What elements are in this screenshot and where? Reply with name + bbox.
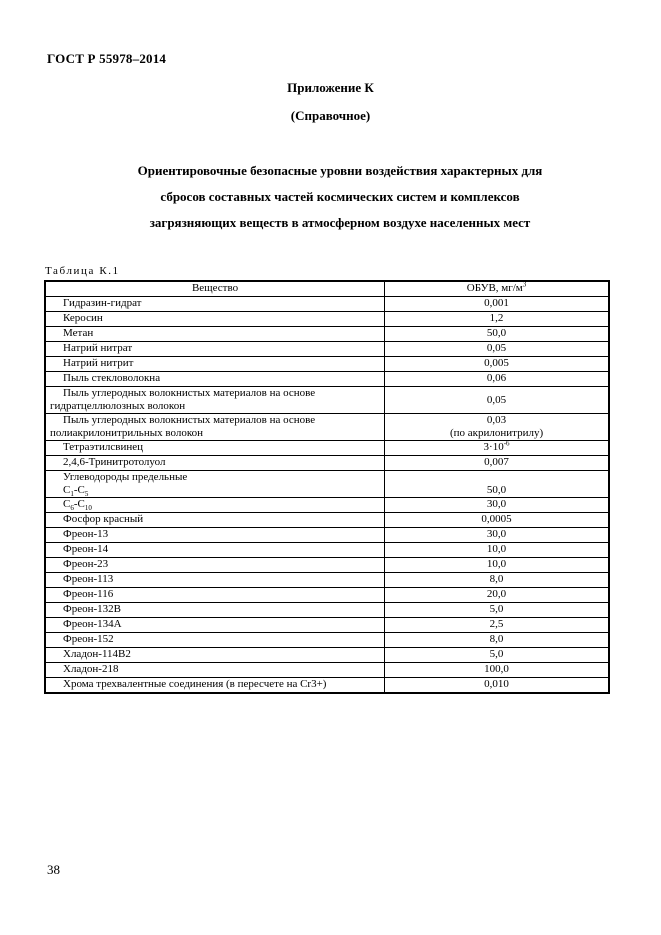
substance-name: Хладон-114В2 xyxy=(63,648,131,660)
substances-table xyxy=(44,280,610,694)
substance-cell xyxy=(45,663,385,678)
value-cell: 2,5 xyxy=(385,618,609,633)
substance-name: Фреон-132В xyxy=(63,603,121,615)
substance-name: Фосфор красный xyxy=(63,513,144,525)
substance-cell xyxy=(45,441,385,456)
substance-name-line: Пыль углеродных волокнистых материалов на основе xyxy=(63,387,316,399)
table-row xyxy=(45,588,609,603)
substance-name: Фреон-14 xyxy=(63,543,109,555)
value-cell: 8,0 xyxy=(385,573,609,588)
table-row xyxy=(45,663,609,678)
value-cell: 0,005 xyxy=(385,357,609,372)
substance-name: Фреон-116 xyxy=(63,588,114,600)
value-note: (по акрилонитрилу) xyxy=(449,427,544,439)
value-cell: 30,0 xyxy=(385,498,609,513)
value-cell: 20,0 xyxy=(385,588,609,603)
table-row xyxy=(45,603,609,618)
heading-line: Ориентировочные безопасные уровни воздействия характерных для xyxy=(137,163,543,178)
substance-cell xyxy=(45,297,385,312)
table-row xyxy=(45,456,609,471)
substance-cell xyxy=(45,357,385,372)
value-cell: 50,0 xyxy=(385,327,609,342)
table-row xyxy=(45,678,609,694)
table-row xyxy=(45,573,609,588)
value-cell xyxy=(385,414,609,441)
substance-cell xyxy=(45,678,385,694)
value-cell: 50,0 xyxy=(385,471,609,498)
substance-cell xyxy=(45,513,385,528)
appendix-title: Приложение К xyxy=(287,80,374,95)
value-cell: 0,001 xyxy=(385,297,609,312)
table-row xyxy=(45,498,609,513)
substance-cell xyxy=(45,603,385,618)
substance-name: Фреон-152 xyxy=(63,633,114,645)
substance-cell xyxy=(45,327,385,342)
value-cell: 10,0 xyxy=(385,543,609,558)
column-header-value-text: ОБУВ, мг/м xyxy=(466,282,523,294)
table-row xyxy=(45,648,609,663)
document-code: ГОСТ Р 55978–2014 xyxy=(47,51,167,66)
substance-cell xyxy=(45,648,385,663)
substance-cell xyxy=(45,618,385,633)
substance-name: Натрий нитрат xyxy=(63,342,133,354)
value-cell: 1,2 xyxy=(385,312,609,327)
substance-name-line: Углеводороды предельные xyxy=(63,471,188,483)
value-cell: 0,0005 xyxy=(385,513,609,528)
substance-name: Хрома трехвалентные соединения (в пересчете на Cr3+) xyxy=(63,678,327,690)
appendix-type: (Справочное) xyxy=(290,108,371,123)
value-cell: 30,0 xyxy=(385,528,609,543)
substance-name: Метан xyxy=(63,327,94,339)
substance-name: Керосин xyxy=(63,312,103,324)
value-cell: 0,007 xyxy=(385,456,609,471)
substance-cell xyxy=(45,588,385,603)
table-header-row xyxy=(45,281,609,297)
table-row xyxy=(45,342,609,357)
substance-cell xyxy=(45,456,385,471)
substance-cell xyxy=(45,543,385,558)
table-caption: Таблица К.1 xyxy=(45,265,120,277)
substance-name: Хладон-218 xyxy=(63,663,119,675)
substance-name-line: Пыль углеродных волокнистых материалов на основе xyxy=(63,414,316,426)
substance-name: Гидразин-гидрат xyxy=(63,297,142,309)
table-row xyxy=(45,441,609,456)
value-cell: 0,010 xyxy=(385,678,609,694)
table-row xyxy=(45,543,609,558)
substance-name: Тетраэтилсвинец xyxy=(63,441,144,453)
unit-exponent: 3 xyxy=(522,280,527,289)
substance-cell xyxy=(45,633,385,648)
value-cell: 10,0 xyxy=(385,558,609,573)
heading-line: загрязняющих веществ в атмосферном воздухе населенных мест xyxy=(149,215,531,230)
table-row xyxy=(45,618,609,633)
column-header-value xyxy=(385,281,609,297)
substance-cell xyxy=(45,528,385,543)
substance-cell xyxy=(45,387,385,414)
value-cell: 100,0 xyxy=(385,663,609,678)
substance-name: Фреон-134А xyxy=(63,618,122,630)
table-row xyxy=(45,528,609,543)
table-row xyxy=(45,357,609,372)
substance-cell xyxy=(45,312,385,327)
substance-name-line: полиакрилонитрильных волокон xyxy=(50,427,203,439)
heading-line: сбросов составных частей космических систем и комплексов xyxy=(160,189,520,204)
substance-cell xyxy=(45,573,385,588)
table-row xyxy=(45,312,609,327)
value-cell xyxy=(385,441,609,456)
appendix-heading xyxy=(60,158,620,236)
substance-cell xyxy=(45,498,385,513)
value-cell: 8,0 xyxy=(385,633,609,648)
substance-name: Натрий нитрит xyxy=(63,357,134,369)
value-exponent: -6 xyxy=(503,439,510,448)
substance-name: Фреон-23 xyxy=(63,558,109,570)
table-row xyxy=(45,414,609,441)
table-row xyxy=(45,327,609,342)
value-cell: 5,0 xyxy=(385,648,609,663)
value-line: 0,03 xyxy=(486,414,507,426)
substance-name: 2,4,6-Тринитротолуол xyxy=(63,456,166,468)
substance-name: Фреон-113 xyxy=(63,573,114,585)
substance-formula: $С_1-С_5$ xyxy=(63,484,89,499)
substance-name: Фреон-13 xyxy=(63,528,109,540)
column-header-substance: Вещество xyxy=(45,281,385,297)
table-row xyxy=(45,633,609,648)
table-row xyxy=(45,558,609,573)
substance-name-line: гидратцеллюлозных волокон xyxy=(50,400,186,412)
substance-cell xyxy=(45,342,385,357)
substance-name: Пыль стекловолокна xyxy=(63,372,161,384)
table-row xyxy=(45,387,609,414)
substance-cell xyxy=(45,558,385,573)
page-number: 38 xyxy=(47,862,60,877)
table-row xyxy=(45,297,609,312)
value-cell: 0,05 xyxy=(385,387,609,414)
substance-cell xyxy=(45,414,385,441)
substance-cell xyxy=(45,372,385,387)
substance-formula: $С_6-С_{10}$ xyxy=(63,498,92,513)
value-cell: 0,05 xyxy=(385,342,609,357)
table-row xyxy=(45,513,609,528)
value-cell: 0,06 xyxy=(385,372,609,387)
value-cell: 5,0 xyxy=(385,603,609,618)
table-row xyxy=(45,372,609,387)
value-base: 3·10 xyxy=(483,441,504,453)
substance-cell xyxy=(45,471,385,498)
table-row xyxy=(45,471,609,498)
